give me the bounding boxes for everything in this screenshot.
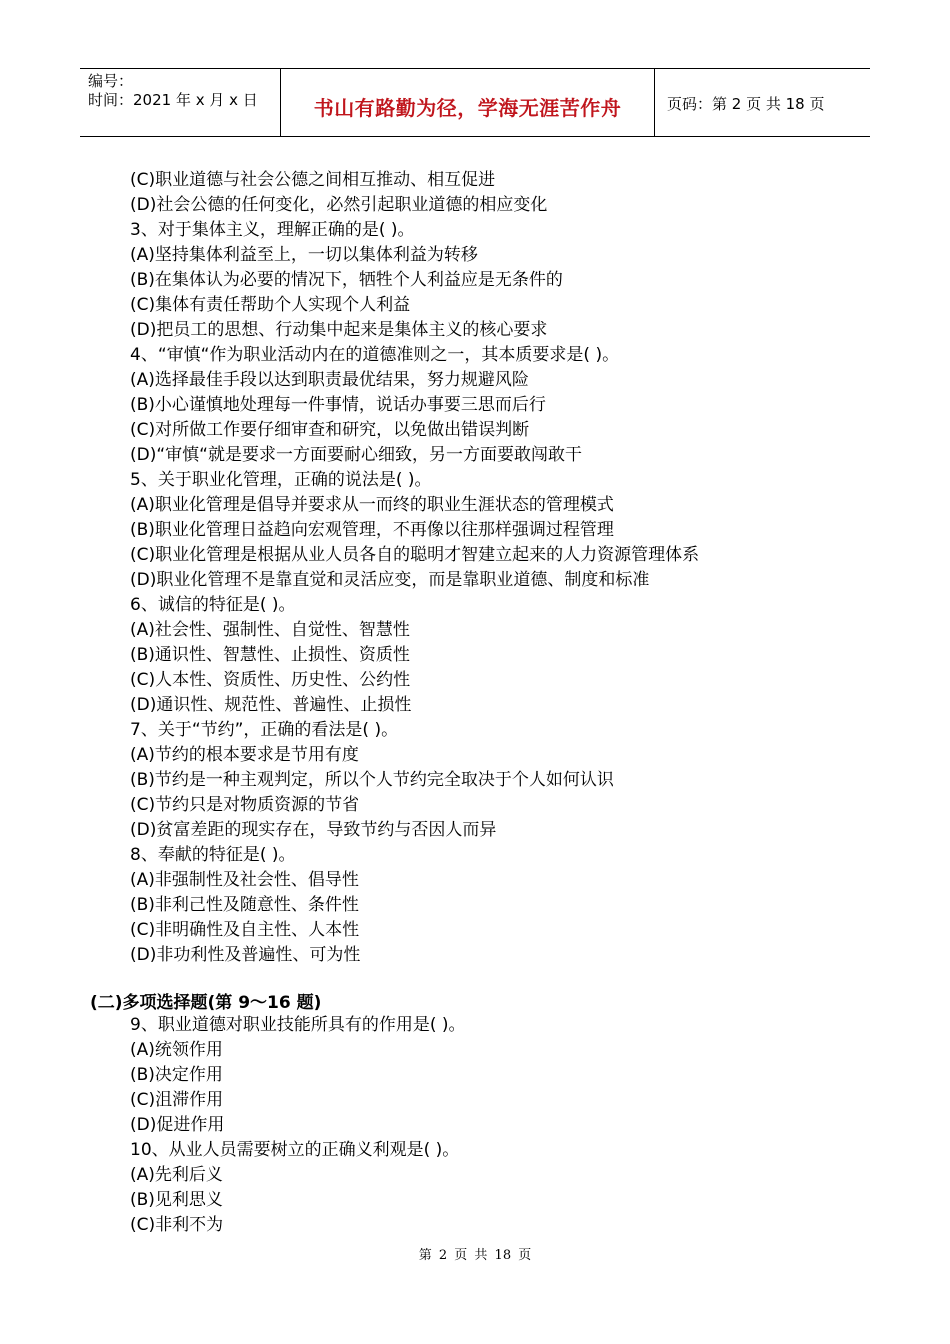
text-line: (A)节约的根本要求是节用有度 xyxy=(130,745,359,765)
page-footer: 第 2 页 共 18 页 xyxy=(418,1248,532,1263)
question-list-section-2 xyxy=(130,1013,465,1238)
motto: 书山有路勤为径，学海无涯苦作舟 xyxy=(313,96,622,120)
text-line: (A)选择最佳手段以达到职责最优结果，努力规避风险 xyxy=(130,370,529,390)
text-line: (D)职业化管理不是靠直觉和灵活应变，而是靠职业道德、制度和标准 xyxy=(130,570,650,590)
text-line: 7、关于“节约”，正确的看法是( )。 xyxy=(130,720,399,740)
time-label: 时间：2021 年 x 月 x 日 xyxy=(88,91,258,109)
text-line: 5、关于职业化管理，正确的说法是( )。 xyxy=(130,470,432,490)
text-line: (C)职业化管理是根据从业人员各自的聪明才智建立起来的人力资源管理体系 xyxy=(130,545,700,565)
text-line: (D)把员工的思想、行动集中起来是集体主义的核心要求 xyxy=(130,320,548,340)
text-line: (B)见利思义 xyxy=(130,1190,223,1210)
text-line: (B)非利己性及随意性、条件性 xyxy=(130,895,359,915)
text-line: (C)非明确性及自主性、人本性 xyxy=(130,920,360,940)
text-line: (C)人本性、资质性、历史性、公约性 xyxy=(130,670,411,690)
text-line: (A)先利后义 xyxy=(130,1165,223,1185)
page-header xyxy=(80,68,870,137)
text-line: (B)小心谨慎地处理每一件事情，说话办事要三思而后行 xyxy=(130,395,546,415)
text-line: 10、从业人员需要树立的正确义利观是( )。 xyxy=(130,1140,460,1160)
text-line: (D)促进作用 xyxy=(130,1115,225,1135)
text-line: (D)通识性、规范性、普遍性、止损性 xyxy=(130,695,412,715)
text-line: (D)贫富差距的现实存在，导致节约与否因人而异 xyxy=(130,820,497,840)
text-line: (C)节约只是对物质资源的节省 xyxy=(130,795,360,815)
text-line: (B)节约是一种主观判定，所以个人节约完全取决于个人如何认识 xyxy=(130,770,614,790)
text-line: (A)非强制性及社会性、倡导性 xyxy=(130,870,359,890)
text-line: (B)职业化管理日益趋向宏观管理，不再像以往那样强调过程管理 xyxy=(130,520,614,540)
text-line: (D)“审慎“就是要求一方面要耐心细致，另一方面要敢闯敢干 xyxy=(130,445,582,465)
text-line: 9、职业道德对职业技能所具有的作用是( )。 xyxy=(130,1015,466,1035)
text-line: (C)集体有责任帮助个人实现个人利益 xyxy=(130,295,411,315)
text-line: (D)社会公德的任何变化，必然引起职业道德的相应变化 xyxy=(130,195,548,215)
text-line: (B)通识性、智慧性、止损性、资质性 xyxy=(130,645,410,665)
header-motto-cell xyxy=(280,69,655,136)
text-line: 6、诚信的特征是( )。 xyxy=(130,595,296,615)
section-title: (二)多项选择题(第 9～16 题) xyxy=(90,993,322,1013)
text-line: 8、奉献的特征是( )。 xyxy=(130,845,296,865)
text-line: (A)职业化管理是倡导并要求从一而终的职业生涯状态的管理模式 xyxy=(130,495,614,515)
text-line: 4、“审慎“作为职业活动内在的道德准则之一，其本质要求是( )。 xyxy=(130,345,620,365)
page-code: 页码：第 2 页 共 18 页 xyxy=(667,95,825,113)
header-page-cell xyxy=(655,69,870,136)
text-line: (A)统领作用 xyxy=(130,1040,223,1060)
text-line: (D)非功利性及普遍性、可为性 xyxy=(130,945,361,965)
text-line: (A)坚持集体利益至上，一切以集体利益为转移 xyxy=(130,245,478,265)
header-info-cell xyxy=(80,69,280,136)
text-line: (C)沮滞作用 xyxy=(130,1090,224,1110)
text-line: (C)对所做工作要仔细审查和研究，以免做出错误判断 xyxy=(130,420,530,440)
text-line: (B)决定作用 xyxy=(130,1065,223,1085)
text-line: (B)在集体认为必要的情况下，牺牲个人利益应是无条件的 xyxy=(130,270,563,290)
text-line: (C)非利不为 xyxy=(130,1215,224,1235)
text-line: 3、对于集体主义，理解正确的是( )。 xyxy=(130,220,415,240)
question-list xyxy=(130,168,699,968)
text-line: (C)职业道德与社会公德之间相互推动、相互促进 xyxy=(130,170,496,190)
number-label: 编号： xyxy=(88,72,134,90)
text-line: (A)社会性、强制性、自觉性、智慧性 xyxy=(130,620,410,640)
